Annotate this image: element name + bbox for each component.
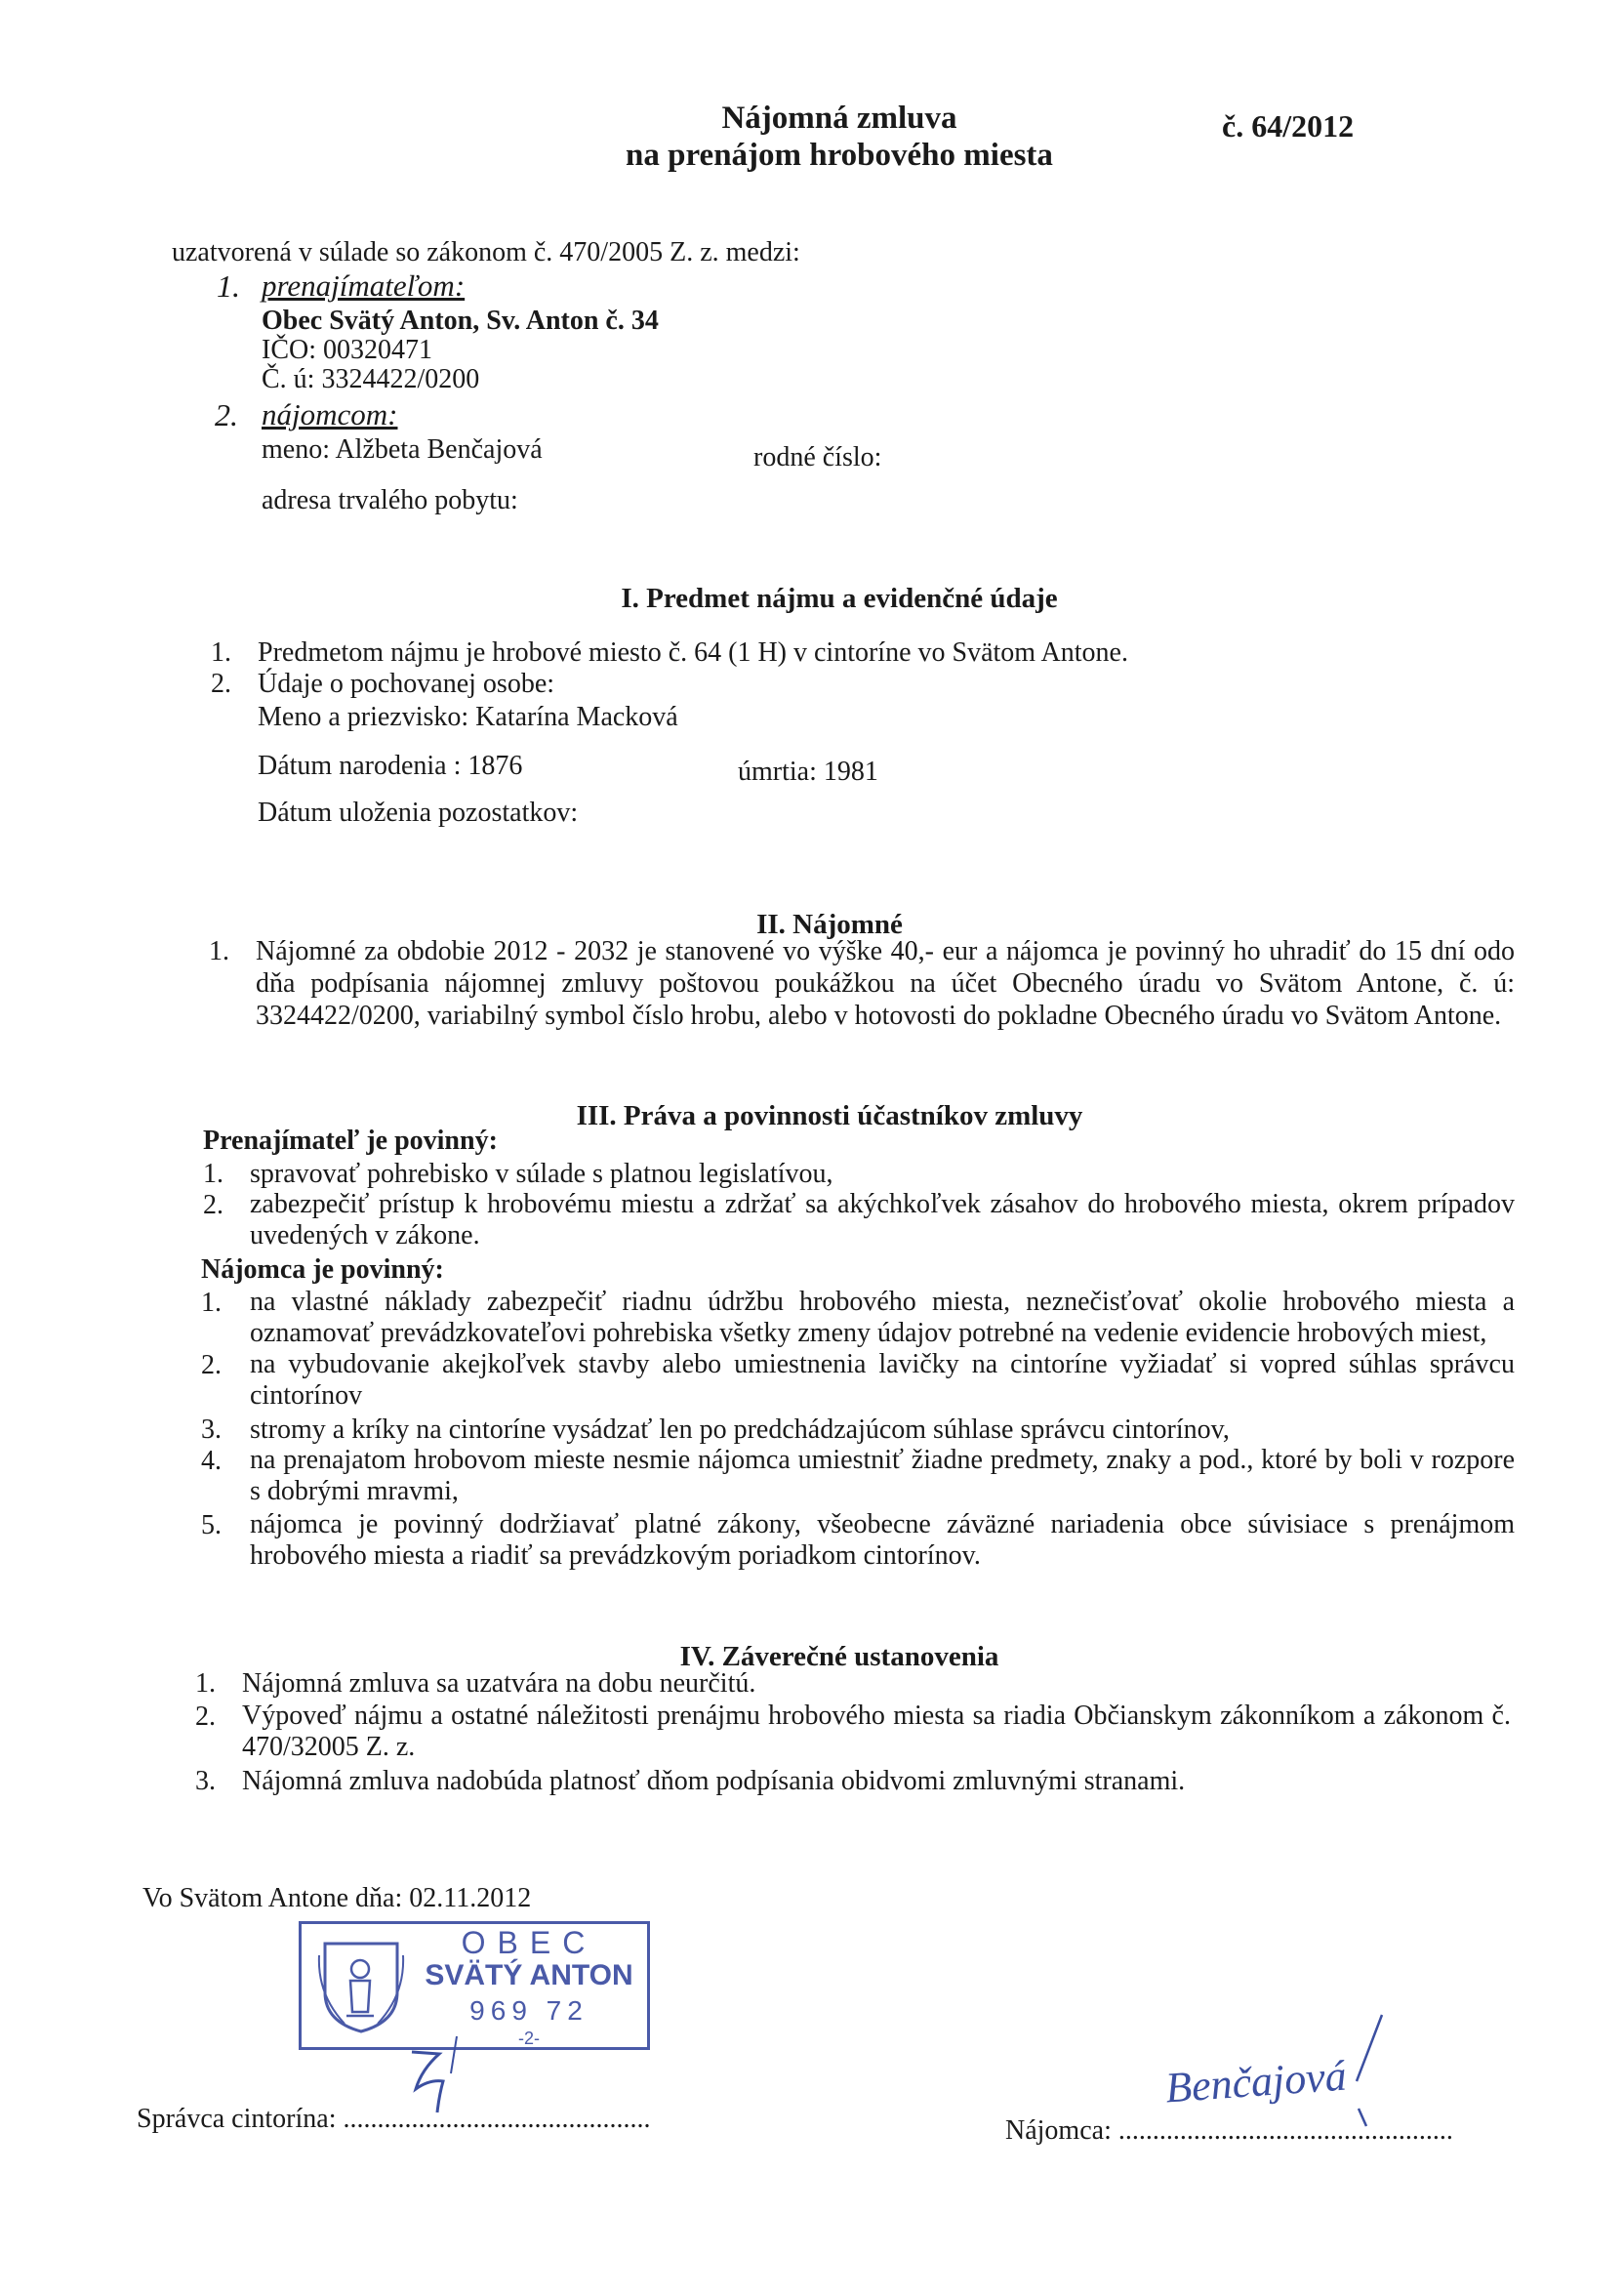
death-date: úmrtia: 1981 <box>738 757 878 787</box>
landlord-duty-2-number: 2. <box>203 1190 223 1220</box>
section-2-heading: II. Nájomné <box>756 909 903 940</box>
landlord-duty-1-number: 1. <box>203 1159 223 1189</box>
s4-item2-number: 2. <box>195 1702 216 1732</box>
document-title <box>547 100 1132 174</box>
tenant-duty-1-number: 1. <box>201 1288 222 1318</box>
tenant-name: meno: Alžbeta Benčajová <box>262 434 543 465</box>
tenant-duty-3: stromy a kríky na cintoríne vysádzať len po predchádzajúcom súhlase správcu cintorínov, <box>250 1414 1230 1445</box>
landlord-name: Obec Svätý Anton, Sv. Anton č. 34 <box>262 306 659 336</box>
stamp-line-2: SVÄTÝ ANTON <box>425 1959 633 1991</box>
tenant-duty-4-number: 4. <box>201 1446 222 1476</box>
s1-item2-number: 2. <box>211 669 231 699</box>
tenant-duty-5: nájomca je povinný dodržiavať platné zákony, všeobecne záväzné nariadenia obce súvisiace s prenájmom hrobového miesta a riadiť sa prevádzkovým poriadkom cintorínov. <box>250 1509 1515 1571</box>
tenant-signature-stroke <box>1337 2011 1396 2128</box>
landlord-duties-heading: Prenajímateľ je povinný: <box>203 1126 498 1156</box>
landlord-number: 1. <box>217 268 240 304</box>
landlord-label: prenajímateľom: <box>262 268 466 303</box>
place-and-date: Vo Svätom Antone dňa: 02.11.2012 <box>142 1883 532 1913</box>
tenant-handwritten-signature: Benčajová <box>1163 2051 1349 2112</box>
tenant-duties-heading: Nájomca je povinný: <box>201 1254 444 1285</box>
parties-intro: uzatvorená v súlade so zákonom č. 470/2005 Z. z. medzi: <box>172 237 800 267</box>
stamp-line-4: -2- <box>518 2029 540 2048</box>
tenant-duty-2-number: 2. <box>201 1350 222 1380</box>
cemetery-admin-signature-line: Správca cintorína: ............................................. <box>137 2104 651 2134</box>
tenant-duty-1: na vlastné náklady zabezpečiť riadnu údržbu hrobového miesta, neznečisťovať okolie hrobového miesta a oznamovať prevádzkovateľovi pohrebiska všetky zmeny údajov potrebné na vedenie evidencie hrobových miest, <box>250 1287 1515 1348</box>
tenant-number: 2. <box>215 397 238 432</box>
tenant-signature-line: Nájomca: ................................................. <box>1005 2115 1453 2146</box>
burial-date: Dátum uloženia pozostatkov: <box>258 798 579 828</box>
s1-item2-text: Údaje o pochovanej osobe: <box>258 669 555 699</box>
stamp-line-1: OBEC <box>461 1925 597 1960</box>
s4-item1-text: Nájomná zmluva sa uzatvára na dobu neurčitú. <box>242 1668 756 1699</box>
landlord-duty-1: spravovať pohrebisko v súlade s platnou legislatívou, <box>250 1159 833 1189</box>
birth-date: Dátum narodenia : 1876 <box>258 751 523 781</box>
coat-of-arms-icon <box>315 1936 407 2035</box>
landlord-ico: IČO: 00320471 <box>262 335 432 365</box>
s1-item1-number: 1. <box>211 637 231 668</box>
s2-item1-number: 1. <box>209 936 229 966</box>
tenant-duty-3-number: 3. <box>201 1414 222 1445</box>
s4-item3-number: 3. <box>195 1766 216 1796</box>
stamp-line-3: 969 72 <box>469 1995 589 2026</box>
buried-person-name: Meno a priezvisko: Katarína Macková <box>258 702 678 732</box>
landlord-duty-2: zabezpečiť prístup k hrobovému miestu a zdržať sa akýchkoľvek zásahov do hrobového miesta, okrem prípadov uvedených v zákone. <box>250 1189 1515 1250</box>
title-line-1: Nájomná zmluva <box>721 101 957 136</box>
s4-item2-text: Výpoveď nájmu a ostatné náležitosti prenájmu hrobového miesta sa riadia Občianskym zákonníkom a zákonom č. 470/32005 Z. z. <box>242 1701 1511 1762</box>
tenant-duty-2: na vybudovanie akejkoľvek stavby alebo umiestnenia lavičky na cintoríne vyžiadať si vopred súhlas správcu cintorínov <box>250 1349 1515 1411</box>
tenant-duty-5-number: 5. <box>201 1510 222 1540</box>
tenant-label: nájomcom: <box>262 397 398 431</box>
section-4-heading: IV. Záverečné ustanovenia <box>679 1641 999 1672</box>
landlord-account: Č. ú: 3324422/0200 <box>262 364 480 394</box>
s4-item3-text: Nájomná zmluva nadobúda platnosť dňom podpísania obidvomi zmluvnými stranami. <box>242 1766 1186 1796</box>
section-3-heading: III. Práva a povinnosti účastníkov zmluvy <box>576 1100 1083 1131</box>
tenant-birth-number: rodné číslo: <box>753 442 882 472</box>
tenant-address: adresa trvalého pobytu: <box>262 485 518 515</box>
s4-item1-number: 1. <box>195 1668 216 1699</box>
section-1-heading: I. Predmet nájmu a evidenčné údaje <box>621 583 1058 614</box>
title-line-2: na prenájom hrobového miesta <box>626 138 1053 173</box>
contract-number: č. 64/2012 <box>1222 108 1355 144</box>
tenant-duty-4: na prenajatom hrobovom mieste nesmie nájomca umiestniť žiadne predmety, znaky a pod., ktoré by boli v rozpore s dobrými mravmi, <box>250 1445 1515 1506</box>
s1-item1-text: Predmetom nájmu je hrobové miesto č. 64 (1 H) v cintoríne vo Svätom Antone. <box>258 637 1128 668</box>
s2-item1-text: Nájomné za obdobie 2012 - 2032 je stanovené vo výške 40,- eur a nájomca je povinný ho uhradiť do 15 dní odo dňa podpísania nájomnej zmluvy poštovou poukážkou na účet Obecného úradu vo Svätom Antone, č. ú: 3324422/0200, variabilný symbol číslo hrobu, alebo v hotovosti do pokladne Obecného úradu vo Svätom Antone. <box>256 936 1515 1031</box>
